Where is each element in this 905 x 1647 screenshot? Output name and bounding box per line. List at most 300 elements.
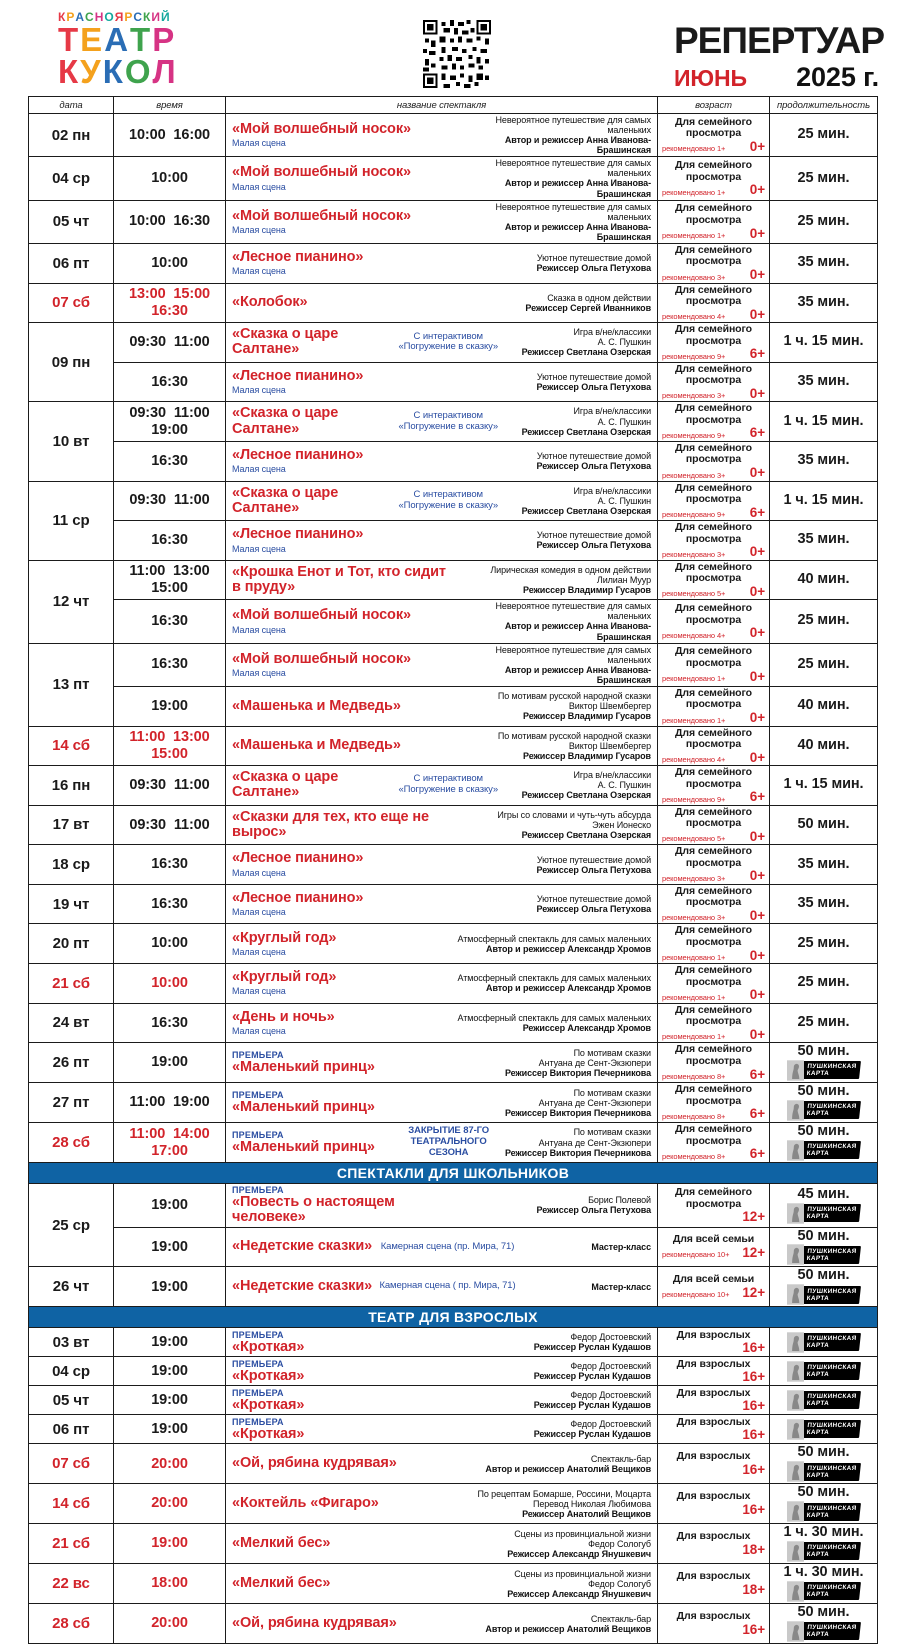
description-line: Невероятное путешествие для самых маленьких	[495, 644, 651, 665]
age-badge: 16+	[742, 1398, 765, 1414]
director-line: Режиссер Александр Хромов	[522, 1022, 651, 1033]
description-line: Игра в/не/классики	[573, 327, 651, 338]
director-line: Режиссер Ольга Петухова	[536, 461, 651, 472]
description-line: Виктор Швембергер	[568, 740, 651, 751]
logo-letter: О	[124, 53, 153, 91]
show-title: «Крошка Енот и Тот, кто сидит в пруду»	[232, 563, 446, 595]
show-title-block	[232, 1388, 448, 1413]
duration-label: 35 мин.	[797, 373, 850, 390]
show-note	[398, 490, 498, 512]
audience-label: Для семейного просмотра	[675, 884, 752, 909]
show-note-line: С интерактивом	[413, 773, 483, 785]
show-title: «Кроткая»	[232, 1367, 305, 1384]
show-description	[452, 855, 651, 875]
description-line: А. С. Пушкин	[597, 780, 651, 791]
age-badge: 16+	[742, 1369, 765, 1385]
age-cell	[658, 114, 770, 157]
logo-letter: У	[80, 53, 103, 91]
show-description	[452, 1390, 651, 1410]
show-cell	[226, 1604, 658, 1644]
show-title-block	[232, 770, 394, 800]
duration-cell	[770, 1043, 878, 1083]
show-title-block	[232, 1185, 448, 1225]
recommended-label: рекомендовано 3+	[662, 549, 726, 559]
time-cell	[114, 560, 226, 600]
duration-cell	[770, 1227, 878, 1267]
time-value: 09:30 11:00	[129, 492, 210, 509]
duration-label: 25 мин.	[797, 1013, 850, 1030]
table-row	[29, 1184, 878, 1227]
show-title-block	[232, 327, 394, 357]
show-description	[452, 565, 651, 595]
age-cell	[658, 686, 770, 726]
time-cell	[114, 924, 226, 964]
time-value: 16:30	[151, 532, 188, 549]
time-value: 19:00	[151, 1054, 188, 1071]
age-badge: 0+	[749, 947, 765, 963]
age-cell	[658, 283, 770, 323]
logo-letter: Р	[152, 20, 177, 58]
audience-label: Для семейного просмотра	[675, 1043, 752, 1067]
show-cell	[226, 1328, 658, 1357]
description-line: Атмосферный спектакль для самых маленьких	[457, 1012, 651, 1023]
venue-label: Малая сцена	[232, 907, 286, 918]
time-value: 16:30	[151, 613, 188, 630]
venue-label: Малая сцена	[232, 464, 286, 475]
description-line: Лилиан Муур	[596, 574, 651, 585]
description-line: Федор Достоевский	[570, 1332, 651, 1343]
age-cell	[658, 1083, 770, 1123]
date-cell: 24 вт	[29, 1003, 114, 1043]
duration-label: 25 мин.	[797, 126, 850, 143]
venue-label: Малая сцена	[232, 224, 286, 235]
table-row	[29, 1227, 878, 1267]
time-cell	[114, 521, 226, 561]
time-value: 10:00 16:00	[128, 126, 211, 143]
time-cell	[114, 1043, 226, 1083]
date-cell: 11 ср	[29, 481, 114, 560]
age-cell	[658, 1484, 770, 1524]
description-line: Эжен Ионеско	[592, 819, 651, 830]
show-title-block	[232, 931, 448, 957]
age-badge: 0+	[749, 583, 765, 599]
table-row	[29, 1123, 878, 1163]
director-line: Автор и режиссер Анатолий Вещиков	[485, 1623, 651, 1634]
time-value: 20:00	[151, 1495, 188, 1512]
age-badge: 0+	[749, 225, 765, 241]
table-row	[29, 1003, 878, 1043]
recommended-label: рекомендовано 8+	[662, 1072, 726, 1082]
duration-label: 25 мин.	[797, 612, 850, 629]
date-cell: 05 чт	[29, 1386, 114, 1415]
duration-label: 50 мин.	[797, 1484, 850, 1501]
duration-cell	[770, 884, 878, 924]
duration-label: 50 мин.	[797, 1043, 850, 1060]
age-cell	[658, 884, 770, 924]
date-cell: 21 сб	[29, 1524, 114, 1564]
time-cell	[114, 1386, 226, 1415]
show-title: «Маленький принц»	[232, 1059, 375, 1076]
show-note	[398, 774, 498, 796]
duration-cell	[770, 362, 878, 402]
show-title: «День и ночь»	[232, 1008, 335, 1025]
show-description	[452, 1361, 651, 1381]
logo-letter: А	[104, 20, 131, 58]
description-line: Невероятное путешествие для самых маленьких	[495, 158, 651, 179]
table-row	[29, 686, 878, 726]
audience-label: Для семейного просмотра	[675, 805, 752, 830]
audience-label: Для семейного просмотра	[675, 283, 752, 308]
show-title: «Машенька и Медведь»	[232, 697, 401, 714]
duration-cell	[770, 1386, 878, 1415]
logo-letter: Т	[58, 20, 81, 58]
show-title-block	[232, 1239, 377, 1254]
date-cell: 19 чт	[29, 884, 114, 924]
show-description	[452, 1195, 651, 1215]
table-row	[29, 157, 878, 200]
date-cell: 04 ср	[29, 1357, 114, 1386]
time-value: 16:30	[151, 373, 188, 390]
duration-cell	[770, 1357, 878, 1386]
show-description	[502, 486, 651, 516]
recommended-label: рекомендовано 3+	[662, 913, 726, 923]
show-title: «Колобок»	[232, 294, 308, 311]
show-description	[452, 1013, 651, 1033]
duration-cell	[770, 441, 878, 481]
logo-letter: И	[151, 10, 161, 24]
show-title-block	[232, 810, 448, 840]
age-cell	[658, 964, 770, 1004]
show-cell	[226, 283, 658, 323]
duration-label: 25 мин.	[797, 169, 850, 186]
pushkin-card-label: ПУШКИНСКАЯ КАРТА	[800, 1101, 861, 1119]
logo-letter: Я	[114, 10, 125, 24]
audience-label: Для взрослых	[676, 1328, 751, 1341]
time-value: 16:30	[151, 302, 188, 319]
pushkin-card-badge	[772, 1140, 875, 1161]
duration-cell	[770, 560, 878, 600]
duration-cell	[770, 726, 878, 766]
pushkin-card-badge	[772, 1332, 875, 1353]
show-title-block	[232, 1010, 448, 1036]
description-line: Антуана де Сент-Экзюпери	[538, 1097, 651, 1108]
show-note-line: С интерактивом	[413, 409, 483, 421]
age-cell	[658, 1604, 770, 1644]
time-cell	[114, 1415, 226, 1444]
table-row	[29, 726, 878, 766]
show-title-block	[232, 1330, 448, 1355]
show-description	[493, 1127, 651, 1157]
show-title: «Недетские сказки»	[232, 1238, 373, 1255]
venue-label: Малая сцена	[232, 624, 286, 635]
show-description	[452, 530, 651, 550]
show-title: «Мой волшебный носок»	[232, 607, 411, 624]
audience-label: Для взрослых	[676, 1570, 751, 1583]
logo-letter: А	[75, 10, 86, 24]
age-badge: 6+	[749, 1066, 765, 1082]
show-title-block	[232, 486, 394, 516]
show-description	[452, 372, 651, 392]
director-line: Автор и режиссер Анна Иванова-Брашинская	[504, 135, 651, 156]
duration-cell	[770, 243, 878, 283]
pushkin-card-label: ПУШКИНСКАЯ КАРТА	[800, 1542, 861, 1560]
show-description	[452, 1489, 651, 1519]
age-badge: 0+	[749, 138, 765, 154]
time-value: 20:00	[151, 1455, 188, 1472]
duration-cell	[770, 200, 878, 243]
show-title-block	[232, 209, 448, 235]
age-badge: 12+	[742, 1284, 765, 1300]
show-title: «Лесное пианино»	[232, 526, 364, 543]
closing-note-line: ЗАКРЫТИЕ 87-ГО	[408, 1125, 490, 1137]
show-title: «Мой волшебный носок»	[232, 164, 411, 181]
age-badge: 0+	[749, 544, 765, 560]
description-line: Игры со словами и чуть-чуть абсурда	[497, 809, 651, 820]
audience-label: Для семейного просмотра	[675, 1003, 752, 1028]
time-value: 18:00	[151, 1575, 188, 1592]
time-cell	[114, 1484, 226, 1524]
show-cell	[226, 845, 658, 885]
show-cell	[226, 362, 658, 402]
duration-cell	[770, 686, 878, 726]
director-line: Режиссер Светлана Озерская	[521, 505, 651, 516]
age-cell	[658, 643, 770, 686]
time-value: 16:30	[151, 895, 188, 912]
age-cell	[658, 402, 770, 442]
time-cell	[114, 481, 226, 521]
age-badge: 0+	[749, 828, 765, 844]
year-label: 2025 г.	[796, 62, 879, 92]
show-cell	[226, 924, 658, 964]
audience-label: Для семейного просмотра	[675, 686, 752, 711]
venue-label: Малая сцена	[232, 266, 286, 277]
recommended-label: рекомендовано 3+	[662, 272, 726, 282]
time-cell	[114, 805, 226, 845]
table-row	[29, 884, 878, 924]
table-row	[29, 1415, 878, 1444]
table-row	[29, 441, 878, 481]
audience-label: Для семейного просмотра	[675, 159, 752, 183]
table-row	[29, 1444, 878, 1484]
duration-cell	[770, 114, 878, 157]
duration-cell	[770, 283, 878, 323]
time-cell	[114, 1227, 226, 1267]
venue-label: Малая сцена	[232, 667, 286, 678]
show-description	[452, 973, 651, 993]
pushkin-card-badge	[772, 1461, 875, 1482]
director-line: Автор и режиссер Анна Иванова-Брашинская	[504, 664, 651, 685]
pushkin-face-icon	[787, 1140, 804, 1161]
pushkin-face-icon	[787, 1581, 804, 1602]
recommended-label: рекомендовано 10+	[662, 1250, 730, 1260]
show-description	[452, 1048, 651, 1078]
time-cell	[114, 243, 226, 283]
recommended-label: рекомендовано 8+	[662, 1111, 726, 1121]
show-description	[452, 451, 651, 471]
date-cell: 04 ср	[29, 157, 114, 200]
date-cell: 28 сб	[29, 1123, 114, 1163]
venue-label: Малая сцена	[232, 986, 286, 997]
audience-label: Для семейного просмотра	[675, 441, 752, 466]
logo-letter: К	[58, 53, 81, 91]
time-value: 16:30	[151, 656, 188, 673]
description-line: Лирическая комедия в одном действии	[490, 564, 651, 575]
show-title: «Недетские сказки»	[232, 1278, 373, 1295]
date-cell: 02 пн	[29, 114, 114, 157]
age-cell	[658, 600, 770, 643]
age-cell	[658, 521, 770, 561]
logo-line-3	[58, 53, 178, 91]
age-badge: 16+	[742, 1427, 765, 1443]
show-title: «Мой волшебный носок»	[232, 121, 411, 138]
recommended-label: рекомендовано 5+	[662, 589, 726, 599]
show-title: «Сказка о царе Салтане»	[232, 769, 339, 801]
show-cell	[226, 1003, 658, 1043]
show-title-block	[232, 738, 448, 753]
show-description	[452, 894, 651, 914]
duration-label: 40 мин.	[797, 736, 850, 753]
description-line: По мотивам сказки	[573, 1047, 651, 1058]
schedule-table	[28, 96, 878, 1644]
age-cell	[658, 845, 770, 885]
show-cell	[226, 1227, 658, 1267]
logo-letter: Е	[80, 20, 105, 58]
time-value: 11:00 14:00	[129, 1125, 210, 1142]
age-cell	[658, 323, 770, 363]
show-title: «Ой, рябина кудрявая»	[232, 1614, 397, 1631]
time-value: 09:30 11:00	[129, 334, 210, 351]
audience-label: Для семейного просмотра	[675, 766, 752, 790]
duration-cell	[770, 1123, 878, 1163]
column-header-time: время	[114, 97, 226, 114]
time-value: 19:00	[151, 1334, 188, 1351]
time-value: 10:00	[151, 254, 188, 271]
time-value: 20:00	[151, 1615, 188, 1632]
age-cell	[658, 1328, 770, 1357]
show-title-block	[232, 448, 448, 474]
description-line: Федор Достоевский	[570, 1361, 651, 1372]
description-line: Федор Достоевский	[570, 1419, 651, 1430]
age-badge: 12+	[742, 1209, 765, 1225]
recommended-label: рекомендовано 4+	[662, 755, 726, 765]
show-title: «Машенька и Медведь»	[232, 737, 401, 754]
date-cell: 06 пт	[29, 1415, 114, 1444]
show-title-block	[232, 369, 448, 395]
show-title-block	[232, 565, 448, 595]
pushkin-card-badge	[772, 1419, 875, 1440]
table-row	[29, 1604, 878, 1644]
pushkin-card-badge	[772, 1203, 875, 1224]
venue-label: Малая сцена	[232, 543, 286, 554]
time-cell	[114, 200, 226, 243]
duration-label: 35 мин.	[797, 855, 850, 872]
show-description	[518, 1242, 651, 1252]
director-line: Режиссер Руслан Кудашов	[533, 1429, 651, 1440]
duration-cell	[770, 157, 878, 200]
qr-code	[423, 20, 491, 93]
show-note-line: С интерактивом	[413, 488, 483, 500]
age-badge: 0+	[749, 385, 765, 401]
description-line: Перевод Николая Любимова	[532, 1498, 651, 1509]
time-cell	[114, 1357, 226, 1386]
pushkin-face-icon	[787, 1541, 804, 1562]
age-badge: 18+	[742, 1541, 765, 1557]
director-line: Режиссер Светлана Озерская	[521, 347, 651, 358]
recommended-label: рекомендовано 9+	[662, 794, 726, 804]
time-cell	[114, 643, 226, 686]
director-line: Режиссер Руслан Кудашов	[533, 1371, 651, 1382]
date-cell: 10 вт	[29, 402, 114, 481]
director-line: Режиссер Руслан Кудашов	[533, 1342, 651, 1353]
duration-cell	[770, 1328, 878, 1357]
closing-note	[408, 1126, 489, 1159]
recommended-label: рекомендовано 9+	[662, 510, 726, 520]
show-title: «Лесное пианино»	[232, 890, 364, 907]
recommended-label: рекомендовано 4+	[662, 312, 726, 322]
date-cell: 27 пт	[29, 1083, 114, 1123]
director-line: Режиссер Анатолий Вещиков	[522, 1508, 651, 1519]
director-line: Режиссер Руслан Кудашов	[533, 1400, 651, 1411]
description-line: Невероятное путешествие для самых маленьких	[495, 601, 651, 622]
time-value: 09:30 11:00	[129, 404, 210, 421]
pushkin-card-label: ПУШКИНСКАЯ КАРТА	[800, 1503, 861, 1521]
show-cell	[226, 805, 658, 845]
pushkin-card-label: ПУШКИНСКАЯ КАРТА	[800, 1141, 861, 1159]
age-cell	[658, 726, 770, 766]
director-line: Автор и режиссер Александр Хромов	[486, 983, 651, 994]
age-badge: 0+	[749, 987, 765, 1003]
time-cell	[114, 323, 226, 363]
description-line: А. С. Пушкин	[597, 337, 651, 348]
pushkin-card-badge	[772, 1541, 875, 1562]
show-title-block	[232, 1496, 448, 1511]
date-cell: 14 сб	[29, 726, 114, 766]
director-line: Режиссер Александр Янушкевич	[507, 1588, 651, 1599]
pushkin-card-label: ПУШКИНСКАЯ КАРТА	[800, 1061, 861, 1079]
show-note-line: «Погружение в сказку»	[398, 499, 499, 511]
date-cell: 22 вс	[29, 1564, 114, 1604]
director-line: Режиссер Ольга Петухова	[536, 540, 651, 551]
pushkin-face-icon	[787, 1244, 804, 1265]
recommended-label: рекомендовано 9+	[662, 351, 726, 361]
date-cell: 09 пн	[29, 323, 114, 402]
table-row	[29, 481, 878, 521]
audience-label: Для семейного просмотра	[675, 362, 752, 387]
pushkin-card-badge	[772, 1100, 875, 1121]
age-cell	[658, 441, 770, 481]
show-title: «Лесное пианино»	[232, 850, 364, 867]
show-cell	[226, 521, 658, 561]
show-title-block	[232, 1090, 448, 1115]
description-line: Атмосферный спектакль для самых маленьких	[457, 973, 651, 984]
show-description	[502, 770, 651, 800]
show-title: «Сказка о царе Салтане»	[232, 484, 339, 516]
show-note	[379, 1281, 515, 1292]
show-title-block	[232, 699, 448, 714]
table-row	[29, 805, 878, 845]
age-badge: 0+	[749, 182, 765, 198]
age-badge: 0+	[749, 267, 765, 283]
recommended-label: рекомендовано 1+	[662, 144, 726, 154]
age-cell	[658, 560, 770, 600]
time-value: 11:00 13:00	[129, 563, 210, 580]
table-row	[29, 643, 878, 686]
show-cell	[226, 643, 658, 686]
venue-label: Малая сцена	[232, 181, 286, 192]
time-cell	[114, 1267, 226, 1307]
show-cell	[226, 481, 658, 521]
duration-label: 50 мин.	[797, 1604, 850, 1621]
